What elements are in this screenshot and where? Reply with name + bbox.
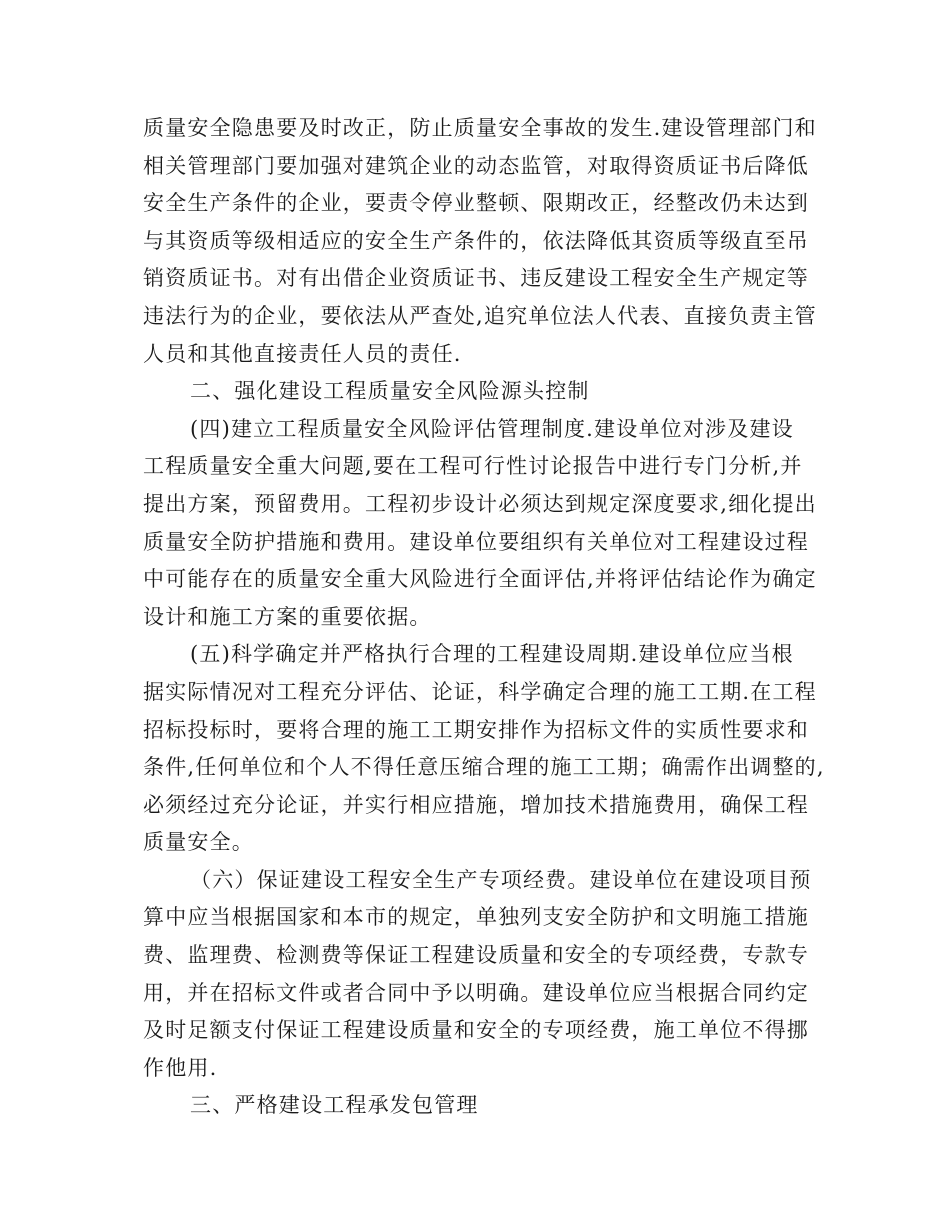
text-line: (四)建立工程质量安全风险评估管理制度.建设单位对涉及建设 <box>190 416 794 441</box>
text-line: 设计和施工方案的重要依据。 <box>143 604 432 629</box>
text-line: 相关管理部门要加强对建筑企业的动态监管，对取得资质证书后降低 <box>143 153 809 178</box>
text-line: 招标投标时，要将合理的施工工期安排作为招标文件的实质性要求和 <box>143 717 809 742</box>
text-line: 违法行为的企业，要依法从严查处,追究单位法人代表、直接负责主管 <box>143 303 817 328</box>
text-line: 提出方案，预留费用。工程初步设计必须达到规定深度要求,细化提出 <box>143 491 817 516</box>
document-body <box>143 110 823 1125</box>
text-line: 据实际情况对工程充分评估、论证，科学确定合理的施工工期.在工程 <box>143 679 817 704</box>
text-line: 质量安全防护措施和费用。建设单位要组织有关单位对工程建设过程 <box>143 529 809 554</box>
text-line: 算中应当根据国家和本市的规定，单独列支安全防护和文明施工措施 <box>143 905 809 930</box>
text-line: 必须经过充分论证，并实行相应措施，增加技术措施费用，确保工程 <box>143 792 809 817</box>
text-line: 三、严格建设工程承发包管理 <box>190 1093 479 1118</box>
text-line: 用，并在招标文件或者合同中予以明确。建设单位应当根据合同约定 <box>143 980 809 1005</box>
text-line: 质量安全。 <box>143 830 254 855</box>
text-line: 安全生产条件的企业，要责令停业整顿、限期改正，经整改仍未达到 <box>143 191 809 216</box>
text-line: 二、强化建设工程质量安全风险源头控制 <box>190 379 590 404</box>
text-line: 中可能存在的质量安全重大风险进行全面评估,并将评估结论作为确定 <box>143 567 817 592</box>
text-line: （六）保证建设工程安全生产专项经费。建设单位在建设项目预 <box>190 867 812 892</box>
text-line: 工程质量安全重大问题,要在工程可行性讨论报告中进行专门分析,并 <box>143 454 803 479</box>
text-line: 条件,任何单位和个人不得任意压缩合理的施工工期；确需作出调整的, <box>143 755 825 780</box>
text-line: 费、监理费、检测费等保证工程建设质量和安全的专项经费，专款专 <box>143 943 809 968</box>
text-line: 销资质证书。对有出借企业资质证书、违反建设工程安全生产规定等 <box>143 266 809 291</box>
text-line: 质量安全隐患要及时改正，防止质量安全事故的发生.建设管理部门和 <box>143 116 817 140</box>
text-line: 与其资质等级相适应的安全生产条件的，依法降低其资质等级直至吊 <box>143 228 809 253</box>
text-line: 人员和其他直接责任人员的责任. <box>143 341 462 366</box>
text-line: 及时足额支付保证工程建设质量和安全的专项经费，施工单位不得挪 <box>143 1018 809 1043</box>
text-line: 作他用. <box>143 1055 218 1080</box>
text-line: (五)科学确定并严格执行合理的工程建设周期.建设单位应当根 <box>190 642 794 667</box>
